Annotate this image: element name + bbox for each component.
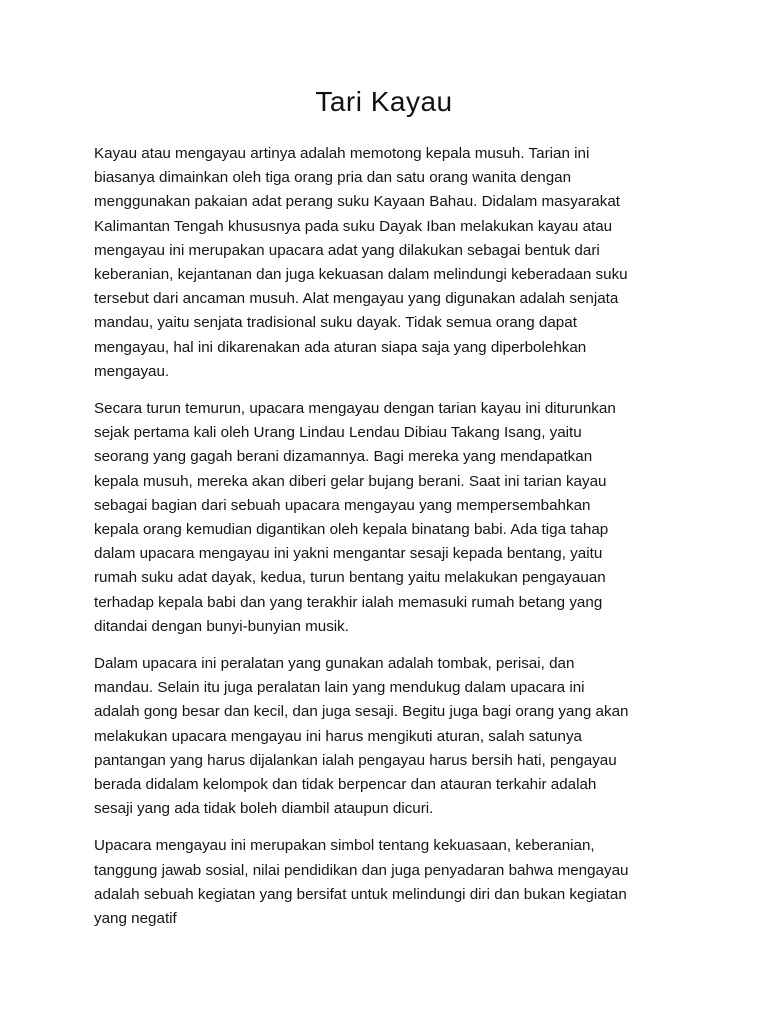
text-line: sebagai bagian dari sebuah upacara mengayau yang mempersembahkan (94, 496, 591, 514)
text-line: tersebut dari ancaman musuh. Alat mengayau yang digunakan adalah senjata (94, 290, 619, 308)
text-line: kepala musuh, mereka akan diberi gelar bujang berani. Saat ini tarian kayau (94, 472, 607, 490)
text-line: Upacara mengayau ini merupakan simbol tentang kekuasaan, keberanian, (94, 837, 595, 855)
text-line: sesaji yang ada tidak boleh diambil ataupun dicuri. (94, 800, 434, 818)
document-body (94, 142, 684, 944)
text-line: terhadap kepala babi dan yang terakhir ialah memasuki rumah betang yang (94, 593, 603, 611)
text-line: mandau. Selain itu juga peralatan lain yang mendukug dalam upacara ini (94, 679, 585, 697)
text-line: berada didalam kelompok dan tidak berpencar dan atauran terkahir adalah (94, 776, 597, 794)
text-line: dalam upacara mengayau ini yakni mengantar sesaji kepada bentang, yaitu (94, 545, 603, 563)
text-line: mengayau. (94, 362, 170, 380)
text-line: yang negatif (94, 910, 177, 928)
text-line: mengayau ini merupakan upacara adat yang dilakukan sebagai bentuk dari (94, 241, 600, 259)
text-line: seorang yang gagah berani dizamannya. Bagi mereka yang mendapatkan (94, 448, 593, 466)
paragraph-3 (94, 652, 684, 821)
document-title: Tari Kayau (315, 86, 453, 117)
text-line: rumah suku adat dayak, kedua, turun bentang yaitu melakukan pengayauan (94, 569, 606, 587)
text-line: Secara turun temurun, upacara mengayau dengan tarian kayau ini diturunkan (94, 400, 616, 418)
paragraph-2 (94, 397, 684, 639)
text-line: menggunakan pakaian adat perang suku Kayaan Bahau. Didalam masyarakat (94, 193, 621, 211)
text-line: biasanya dimainkan oleh tiga orang pria dan satu orang wanita dengan (94, 169, 572, 187)
text-line: Dalam upacara ini peralatan yang gunakan adalah tombak, perisai, dan (94, 655, 575, 673)
text-line: mengayau, hal ini dikarenakan ada aturan siapa saja yang diperbolehkan (94, 338, 587, 356)
text-line: sejak pertama kali oleh Urang Lindau Lendau Dibiau Takang Isang, yaitu (94, 424, 582, 442)
text-line: Kayau atau mengayau artinya adalah memotong kepala musuh. Tarian ini (94, 145, 590, 162)
text-line: Kalimantan Tengah khususnya pada suku Dayak Iban melakukan kayau atau (94, 217, 613, 235)
text-line: mandau, yaitu senjata tradisional suku dayak. Tidak semua orang dapat (94, 314, 577, 332)
text-line: keberanian, kejantanan dan juga kekuasan dalam melindungi keberadaan suku (94, 266, 628, 284)
text-line: adalah gong besar dan kecil, dan juga sesaji. Begitu juga bagi orang yang akan (94, 703, 629, 721)
text-line: adalah sebuah kegiatan yang bersifat untuk melindungi diri dan bukan kegiatan (94, 885, 627, 903)
paragraph-1 (94, 142, 684, 384)
paragraph-4 (94, 834, 684, 931)
text-line: ditandai dengan bunyi-bunyian musik. (94, 617, 349, 635)
text-line: kepala orang kemudian digantikan oleh kepala binatang babi. Ada tiga tahap (94, 521, 609, 539)
text-line: pantangan yang harus dijalankan ialah pengayau harus bersih hati, pengayau (94, 751, 617, 769)
text-line: melakukan upacara mengayau ini harus mengikuti aturan, salah satunya (94, 727, 582, 745)
text-line: tanggung jawab sosial, nilai pendidikan dan juga penyadaran bahwa mengayau (94, 861, 629, 879)
